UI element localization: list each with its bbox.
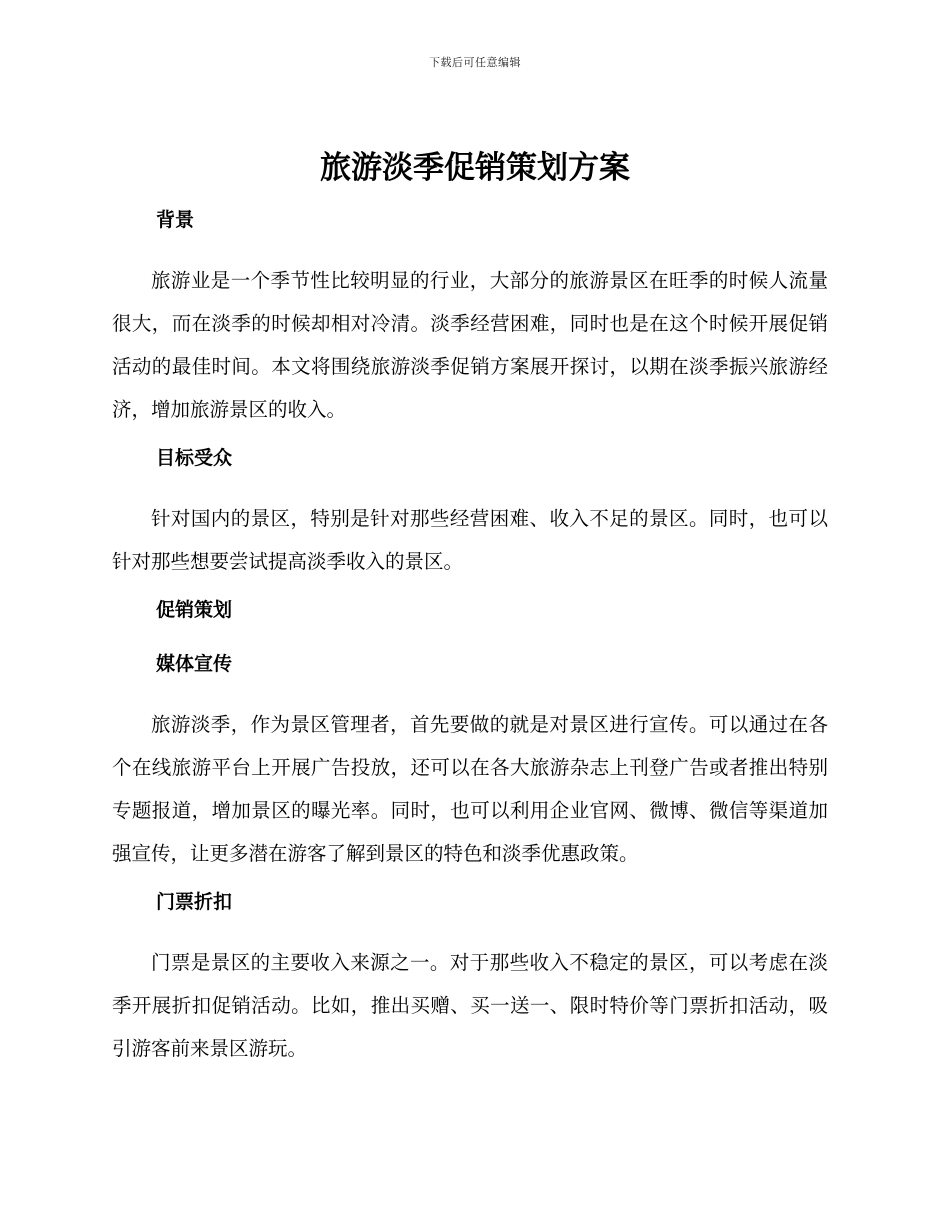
document-body: [112, 205, 828, 1070]
section-paragraph-background: 旅游业是一个季节性比较明显的行业，大部分的旅游景区在旺季的时候人流量很大，而在淡季的时候却相对冷清。淡季经营困难，同时也是在这个时候开展促销活动的最佳时间。本文将围绕旅游淡季促销方案展开探讨，以期在淡季振兴旅游经济，增加旅游景区的收入。: [112, 269, 828, 421]
section-heading-background: 背景: [156, 209, 195, 231]
section-heading-strategy: 促销策划: [156, 599, 233, 621]
section-paragraph-ticket: 门票是景区的主要收入来源之一。对于那些收入不稳定的景区，可以考虑在淡季开展折扣促销活动。比如，推出买赠、买一送一、限时特价等门票折扣活动，吸引游客前来景区游玩。: [112, 951, 828, 1060]
section-heading-media: 媒体宣传: [156, 653, 233, 675]
section-heading-ticket: 门票折扣: [156, 891, 233, 913]
page-header-note: 下载后可任意编辑: [429, 56, 521, 69]
section-paragraph-audience: 针对国内的景区，特别是针对那些经营困难、收入不足的景区。同时，也可以针对那些想要尝试提高淡季收入的景区。: [112, 507, 828, 573]
section-heading-audience: 目标受众: [156, 447, 233, 469]
section-paragraph-media: 旅游淡季，作为景区管理者，首先要做的就是对景区进行宣传。可以通过在各个在线旅游平台上开展广告投放，还可以在各大旅游杂志上刊登广告或者推出特别专题报道，增加景区的曝光率。同时，也可以利用企业官网、微博、微信等渠道加强宣传，让更多潜在游客了解到景区的特色和淡季优惠政策。: [112, 713, 828, 865]
document-title: 旅游淡季促销策划方案: [320, 150, 630, 186]
